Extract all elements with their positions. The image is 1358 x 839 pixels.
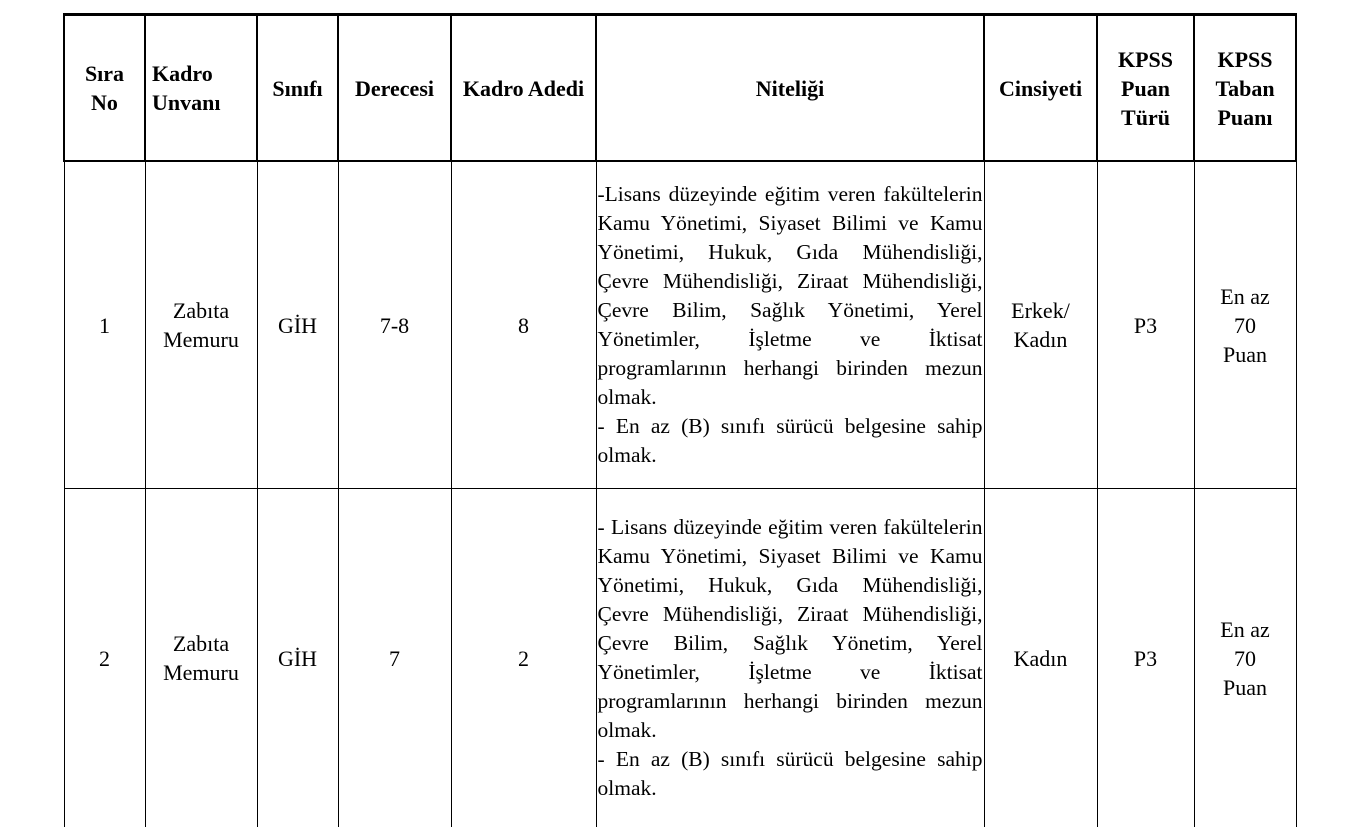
header-kadro-unvani: Kadro Unvanı: [145, 15, 257, 162]
table-header: [64, 15, 1296, 162]
cell-kpss-taban-puani: En az 70 Puan: [1194, 489, 1296, 828]
header-niteligi: Niteliği: [596, 15, 984, 162]
cell-kadro-adedi: 8: [451, 161, 596, 489]
cell-niteligi: -Lisans düzeyinde eğitim veren fakültelerin Kamu Yönetimi, Siyaset Bilimi ve Kamu Yönetimi, Hukuk, Gıda Mühendisliği, Çevre Mühendisliği, Ziraat Mühendisliği, Çevre Bilim, Sağlık Yönetimi, Yerel Yönetimler, İşletme ve İktisat programlarının herhangi birinden mezun olmak. - En az (B) sınıfı sürücü belgesine sahip olmak.: [596, 161, 984, 489]
header-cinsiyeti: Cinsiyeti: [984, 15, 1097, 162]
cell-sira-no: 2: [64, 489, 145, 828]
table-row: [64, 489, 1296, 828]
cell-niteligi: - Lisans düzeyinde eğitim veren fakültelerin Kamu Yönetimi, Siyaset Bilimi ve Kamu Yönetimi, Hukuk, Gıda Mühendisliği, Çevre Mühendisliği, Ziraat Mühendisliği, Çevre Bilim, Sağlık Yönetim, Yerel Yönetimler, İşletme ve İktisat programlarının herhangi birinden mezun olmak. - En az (B) sınıfı sürücü belgesine sahip olmak.: [596, 489, 984, 828]
table-row: [64, 161, 1296, 489]
header-row: [64, 15, 1296, 162]
table-body: [64, 161, 1296, 827]
cell-cinsiyeti: Kadın: [984, 489, 1097, 828]
kadro-table: [63, 13, 1297, 827]
cell-kpss-taban-puani: En az 70 Puan: [1194, 161, 1296, 489]
cell-sira-no: 1: [64, 161, 145, 489]
header-sinifi: Sınıfı: [257, 15, 338, 162]
header-kpss-taban-puani: KPSS Taban Puanı: [1194, 15, 1296, 162]
cell-kpss-puan-turu: P3: [1097, 489, 1194, 828]
header-sira-no: Sıra No: [64, 15, 145, 162]
header-kpss-puan-turu: KPSS Puan Türü: [1097, 15, 1194, 162]
cell-kadro-unvani: Zabıta Memuru: [145, 161, 257, 489]
cell-derecesi: 7-8: [338, 161, 451, 489]
header-kadro-adedi: Kadro Adedi: [451, 15, 596, 162]
cell-kpss-puan-turu: P3: [1097, 161, 1194, 489]
header-derecesi: Derecesi: [338, 15, 451, 162]
cell-kadro-adedi: 2: [451, 489, 596, 828]
cell-derecesi: 7: [338, 489, 451, 828]
cell-sinifi: GİH: [257, 489, 338, 828]
cell-kadro-unvani: Zabıta Memuru: [145, 489, 257, 828]
cell-cinsiyeti: Erkek/ Kadın: [984, 161, 1097, 489]
cell-sinifi: GİH: [257, 161, 338, 489]
